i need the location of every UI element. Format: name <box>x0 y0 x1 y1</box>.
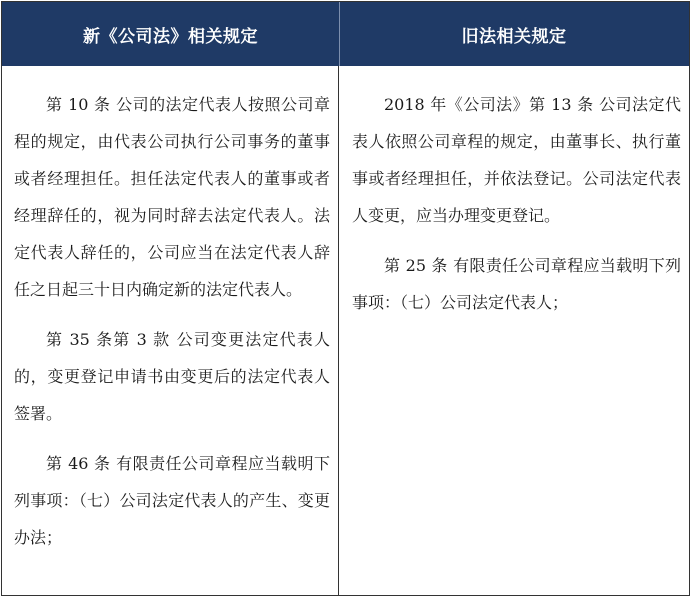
header-divider <box>339 2 340 66</box>
new-law-article-10: 第 10 条 公司的法定代表人按照公司章程的规定，由代表公司执行公司事务的董事或者经理担任。担任法定代表人的董事或者经理辞任的，视为同时辞去法定代表人。法定代表人辞任的，公司应当在法定代表人辞任之日起三十日内确定新的法定代表人。 <box>14 95 330 299</box>
table-body-row <box>2 66 689 595</box>
old-law-article-25: 第 25 条 有限责任公司章程应当载明下列事项：（七）公司法定代表人； <box>352 256 681 312</box>
new-law-article-35: 第 35 条第 3 款 公司变更法定代表人的，变更登记申请书由变更后的法定代表人签署。 <box>14 330 330 423</box>
header-old-law: 旧法相关规定 <box>461 26 567 47</box>
table-header-row <box>2 2 689 66</box>
new-law-article-46: 第 46 条 有限责任公司章程应当载明下列事项：（七）公司法定代表人的产生、变更办法； <box>14 454 330 547</box>
new-law-column <box>2 66 339 595</box>
header-new-law: 新《公司法》相关规定 <box>83 26 258 47</box>
old-law-article-13: 2018 年《公司法》第 13 条 公司法定代表人依照公司章程的规定，由董事长、执行董事或者经理担任，并依法登记。公司法定代表人变更，应当办理变更登记。 <box>352 95 681 225</box>
old-law-column <box>339 66 689 595</box>
comparison-table <box>1 1 690 596</box>
